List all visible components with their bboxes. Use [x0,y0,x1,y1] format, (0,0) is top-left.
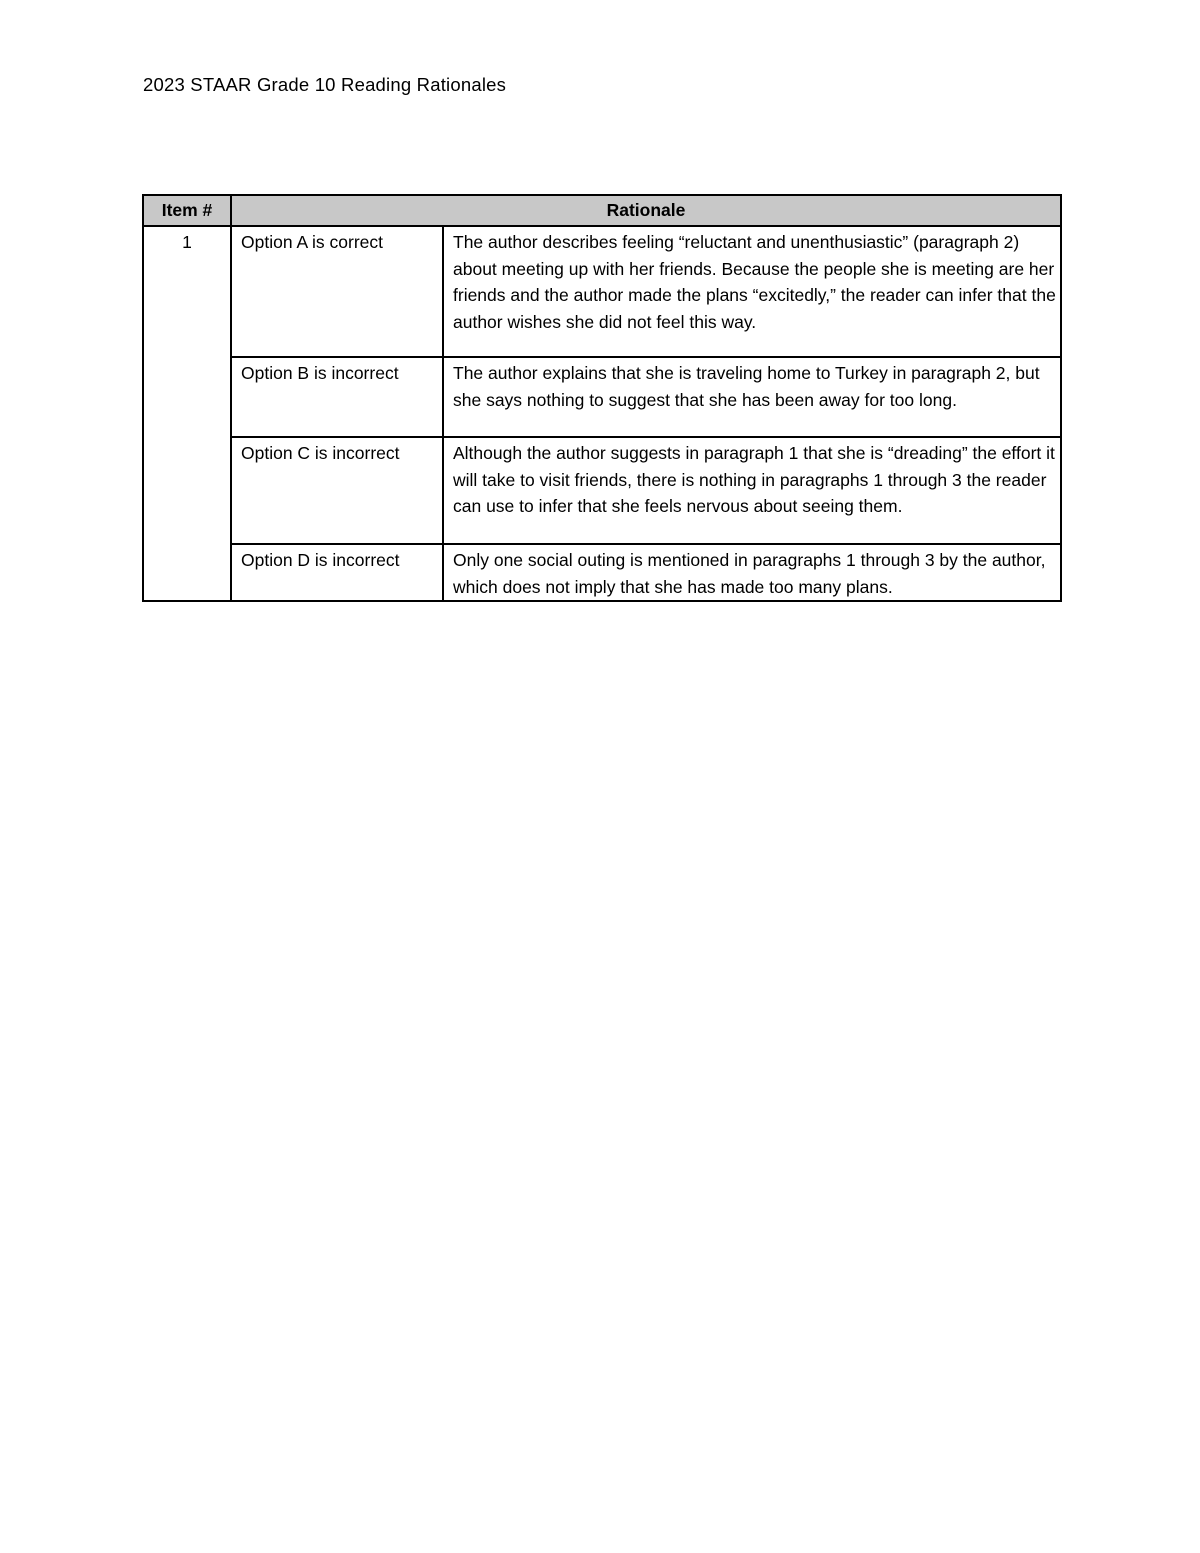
table-body [143,226,1061,601]
option-b-rationale: The author explains that she is traveling home to Turkey in paragraph 2, but she says nothing to suggest that she has been away for too long. [443,357,1061,437]
rationale-header: Rationale [231,195,1061,226]
table-header [143,195,1061,226]
page-header: 2023 STAAR Grade 10 Reading Rationales [143,74,507,95]
item-number-header: Item # [143,195,231,226]
option-b-label: Option B is incorrect [231,357,443,437]
option-a-label: Option A is correct [231,226,443,357]
option-c-rationale: Although the author suggests in paragraph 1 that she is “dreading” the effort it will take to visit friends, there is nothing in paragraphs 1 through 3 the reader can use to infer that she feels nervous about seeing them. [443,437,1061,544]
table-row-option-a [143,226,1061,357]
table-row-option-c [143,437,1061,544]
table-row-option-b [143,357,1061,437]
option-c-label: Option C is incorrect [231,437,443,544]
table-row-option-d [143,544,1061,601]
option-a-rationale: The author describes feeling “reluctant and unenthusiastic” (paragraph 2) about meeting up with her friends. Because the people she is meeting are her friends and the author made the plans “excitedly,” the reader can infer that the author wishes she did not feel this way. [443,226,1061,357]
table-header-row [143,195,1061,226]
rationale-table [142,194,1062,602]
option-d-label: Option D is incorrect [231,544,443,601]
option-d-rationale: Only one social outing is mentioned in paragraphs 1 through 3 by the author, which does not imply that she has made too many plans. [443,544,1061,601]
item-number-cell: 1 [143,226,231,601]
